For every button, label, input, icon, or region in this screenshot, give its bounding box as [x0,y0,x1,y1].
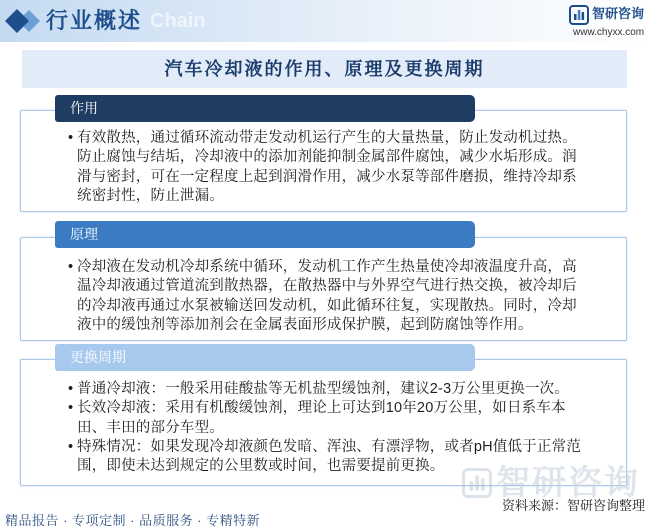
section-tab-principle [55,221,475,248]
list-item [68,438,587,477]
bullet: • [68,259,74,275]
bullet: • [68,130,74,146]
brand-logo-icon [569,5,589,25]
section-tab-label: 作用 [70,100,98,116]
footer-slogan: 精品报告 · 专项定制 · 品质服务 · 专精特新 [5,513,261,528]
section-tab-function [55,95,475,122]
section-tab-label: 原理 [70,226,98,242]
list-item [68,129,587,206]
section-tab-label: 更换周期 [70,349,126,365]
list-item-text: 普通冷却液：一般采用硅酸盐等无机盐型缓蚀剂，建议2-3万公里更换一次。 [77,381,569,397]
section-heading: 行业概述 [46,8,143,33]
list-item-text: 冷却液在发动机冷却系统中循环，发动机工作产生热量使冷却液温度升高，高温冷却液通过管道流到散热器，在散热器中与外界空气进行热交换，被冷却后的冷却液再通过水泵被输送回发动机，如此循环往复，实现散热。同时，冷却液中的缓蚀剂等添加剂会在金属表面形成保护膜，起到防腐蚀等作用。 [77,259,577,333]
section-text-function [68,129,587,206]
section-text-replacement-cycle [68,380,587,476]
source-note: 资料来源：智研咨询整理 [502,498,646,513]
diamond-icon [5,8,41,34]
list-item-text: 长效冷却液：采用有机酸缓蚀剂，理论上可达到10年20万公里，如日系车本田、丰田的部分车型。 [77,400,566,436]
list-item [68,258,587,335]
infographic-title: 汽车冷却液的作用、原理及更换周期 [22,50,627,88]
bullet: • [68,400,74,417]
brand-url: www.chyxx.com [573,27,645,38]
section-tab-replacement-cycle [55,344,475,371]
bullet: • [68,381,74,397]
watermark-brand: 智研咨询 [496,464,640,502]
watermark-text: Chain [150,10,206,32]
bullet: • [68,438,74,455]
section-text-principle [68,258,587,335]
list-item-text: 特殊情况：如果发现冷却液颜色发暗、浑浊、有漂浮物，或者pH值低于正常范围，即使未达到规定的公里数或时间，也需要提前更换。 [77,438,582,475]
list-item [68,380,587,399]
watermark-logo-icon [462,468,492,498]
list-item-text: 有效散热，通过循环流动带走发动机运行产生的大量热量，防止发动机过热。防止腐蚀与结垢，冷却液中的添加剂能抑制金属部件腐蚀，减少水垢形成。润滑与密封，可在一定程度上起到润滑作用，减少水泵等部件磨损，维持冷却系统密封性，防止泄漏。 [77,130,577,204]
list-item [68,399,587,438]
brand-name: 智研咨询 [592,6,645,21]
